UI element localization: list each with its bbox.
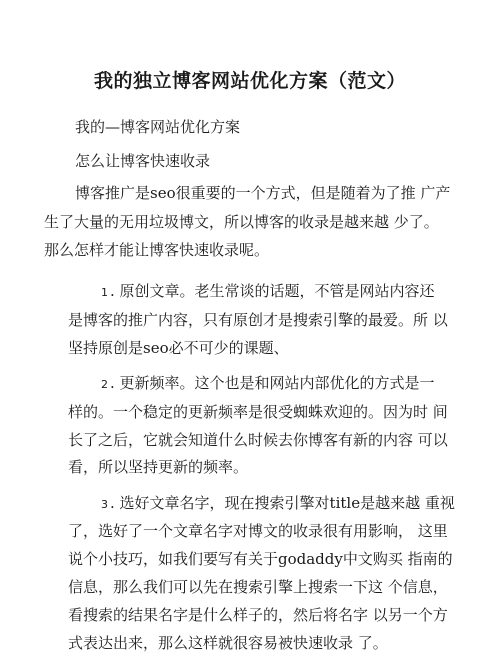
item-3-line-5: 看搜索的结果名字是什么样子的，然后将名字 以另一个方: [68, 606, 448, 624]
subheading-fast-indexing: 怎么让博客快速收录: [75, 152, 211, 170]
item-2-line-1: 2 . 更新频率。这个也是和网站内部优化的方式是一: [101, 374, 435, 392]
item-3-line-3: 说个小技巧，如我们要写有关于godaddy中文购买 指南的: [68, 550, 453, 568]
item-3-line-1: 3 . 选好文章名字，现在搜索引擎对title是越来越 重视: [101, 494, 455, 512]
item-2-line-4: 看，所以坚持更新的频率。: [68, 458, 249, 476]
item-3-line-2: 了，选好了一个文章名字对博文的收录很有用影响， 这里: [68, 522, 448, 540]
item-1-line-1: 1 . 原创文章。老生常谈的话题，不管是网站内容还: [101, 282, 435, 300]
intro-line-2: 生了大量的无用垃圾博文，所以博客的收录是越来越 少了。: [44, 213, 439, 231]
subheading-blog-optimization: 我的—博客网站优化方案: [75, 118, 241, 136]
item-3-line-4: 信息，那么我们可以先在搜索引擎上搜索一下这 个信息，: [68, 578, 448, 596]
item-1-line-3: 坚持原创是seo必不可少的课题、: [68, 339, 289, 357]
item-1-number: 1: [101, 286, 108, 299]
intro-line-3: 那么怎样才能让博客快速收录呢。: [44, 241, 270, 259]
item-3-line-6: 式表达出来，那么这样就很容易被快速收录 了。: [68, 634, 388, 652]
item-3-number: 3: [101, 498, 108, 511]
item-2-line-3: 长了之后，它就会知道什么时候去你博客有新的内容 可以: [68, 431, 448, 449]
intro-line-1: 博客推广是seo很重要的一个方式，但是随着为了推 广产: [75, 184, 451, 202]
item-1-line-2: 是博客的推广内容，只有原创才是搜索引擎的最爱。所 以: [68, 311, 448, 329]
item-2-line-2: 样的。一个稳定的更新频率是很受蜘蛛欢迎的。因为时 间: [68, 403, 448, 421]
document-title: 我的独立博客网站优化方案（范文）: [93, 70, 406, 92]
item-2-number: 2: [101, 378, 108, 391]
